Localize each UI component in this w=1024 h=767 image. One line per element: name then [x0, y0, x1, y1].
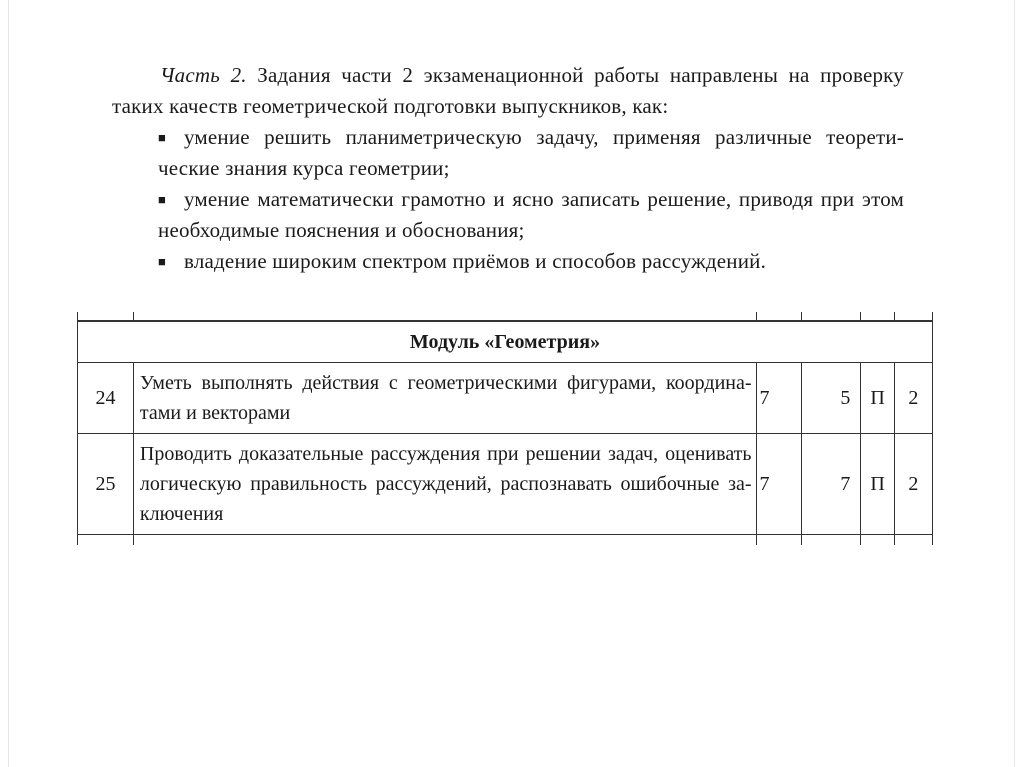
bullet-item: [112, 246, 904, 277]
task-value-2: 7: [801, 434, 861, 535]
task-value-2: 5: [801, 363, 861, 434]
bullet-text: умение математически грамотно и ясно записать решение, приводя при этом необходимые пояснения и обоснования;: [158, 187, 904, 242]
task-description: Уметь выполнять действия с геометрическими фигурами, координа-тами и векторами: [133, 363, 756, 434]
task-number: 24: [78, 363, 134, 434]
table-bottom-stub: [78, 535, 933, 546]
document-text: [112, 60, 904, 277]
task-value-3: П: [861, 363, 894, 434]
task-value-1: 7: [756, 434, 801, 535]
task-number: 25: [78, 434, 134, 535]
bullet-square-icon: ■: [158, 192, 167, 207]
table-row: [78, 434, 933, 535]
module-title: Модуль «Геометрия»: [78, 321, 933, 363]
intro-text: Задания части 2 экзаменационной работы направлены на проверку таких качеств геометрической подготовки выпускников, как:: [112, 63, 904, 118]
table-row: [78, 363, 933, 434]
right-edge-line: [1014, 0, 1015, 767]
bullet-text: умение решить планиметрическую задачу, применяя различные теорети-ческие знания курса геометрии;: [158, 125, 904, 180]
left-edge-line: [8, 0, 9, 767]
bullet-text: владение широким спектром приёмов и способов рассуждений.: [184, 249, 767, 273]
bullet-square-icon: ■: [158, 130, 167, 145]
table-header-row: [78, 321, 933, 363]
table-top-stub: [78, 312, 933, 321]
task-value-1: 7: [756, 363, 801, 434]
task-value-3: П: [861, 434, 894, 535]
bullet-item: [112, 122, 904, 184]
part-label: Часть 2.: [160, 63, 247, 87]
intro-paragraph: [112, 60, 904, 122]
bullet-item: [112, 184, 904, 246]
module-table: [77, 312, 933, 534]
task-value-4: 2: [894, 434, 932, 535]
bullet-square-icon: ■: [158, 254, 167, 269]
task-value-4: 2: [894, 363, 932, 434]
task-description: Проводить доказательные рассуждения при решении задач, оценивать логическую правильность рассуждений, распознавать ошибочные за-ключения: [133, 434, 756, 535]
